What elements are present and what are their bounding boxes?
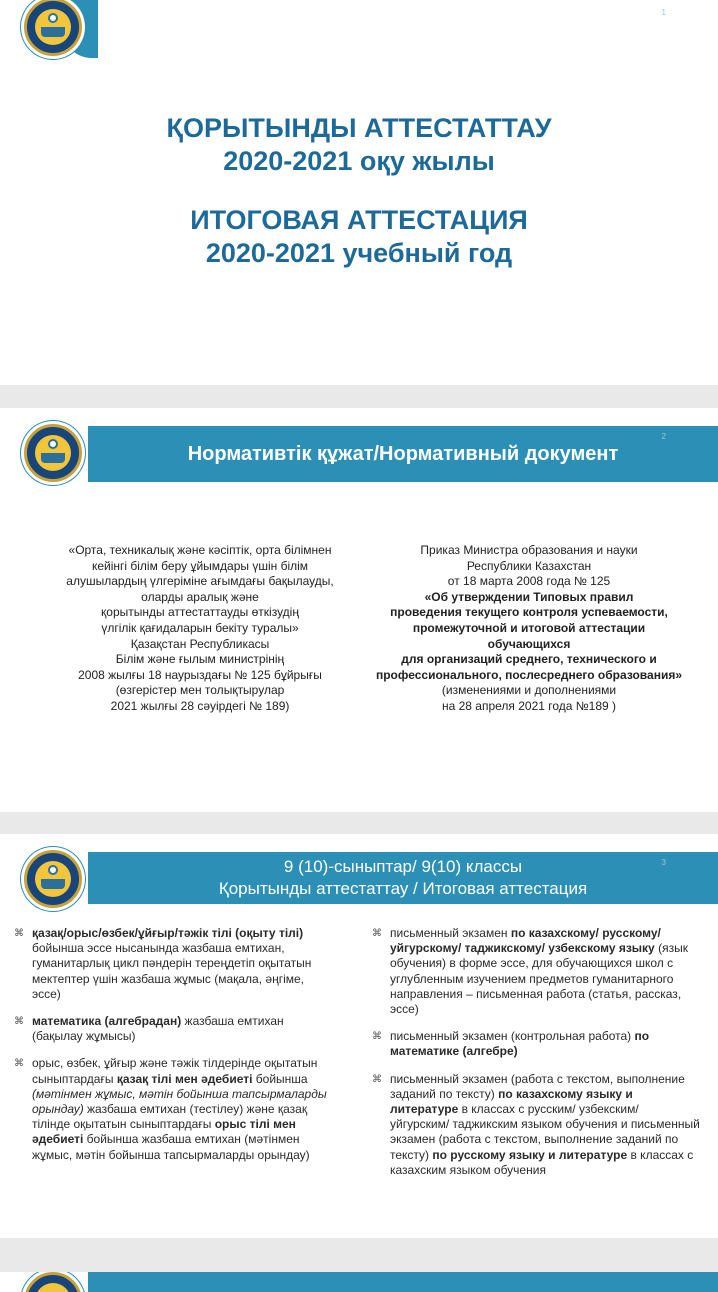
bullet-icon: ⌘ [14, 1058, 24, 1070]
document-line: үлгілік қағидаларын бекіту туралы» [101, 620, 299, 635]
slide-header-line1: 9 (10)-сыныптар/ 9(10) классы [283, 857, 523, 876]
list-item: ⌘ письменный экзамен (контрольная работа) по математике (алгебре) [372, 1029, 650, 1059]
slide-4 [0, 1272, 718, 1292]
slide-header: Нормативтік құжат/Нормативный документ [187, 442, 619, 465]
bullet-icon: ⌘ [14, 928, 24, 939]
year-kz: 2020-2021 оқу жылы [223, 146, 495, 176]
document-line: «Орта, техникалық және кәсіптік, орта білімнен [68, 543, 332, 557]
document-line: оларды аралық және [141, 589, 259, 604]
document-text-ru [370, 543, 688, 715]
document-line: промежуточной и итоговой аттестации обучающихся [412, 620, 646, 651]
document-line: на 28 апреля 2021 года №189 ) [441, 698, 617, 713]
list-item: ⌘ письменный экзамен (работа с текстом, выполнение заданий по тексту) по казахскому языку и литературе в классах с русским/ узбекским/ уйгурским/ таджикским языком обучения и письменный экзамен (работа с текстом, выполнение заданий по тексту) по русскому языку и литературе в классах с казахским языком обучения [372, 1071, 700, 1177]
document-line: Республики Казахстан [466, 558, 592, 573]
document-line: Қазақстан Республикасы [130, 636, 270, 651]
slide-1 [0, 0, 718, 385]
document-line: для организаций среднего, технического и [401, 652, 657, 667]
document-line: от 18 марта 2008 года № 125 [447, 574, 611, 589]
page-number: 1 [661, 8, 666, 17]
bullet-icon: ⌘ [14, 1016, 24, 1028]
slide-2 [0, 408, 718, 812]
bullet-icon: ⌘ [372, 1073, 382, 1085]
document-line: Приказ Министра образования и науки [420, 543, 638, 557]
list-item: ⌘ орыс, өзбек, ұйғыр және тәжік тілдерінде оқытатын сыныптардағы қазақ тілі мен әдебиеті бойынша (мәтінмен жұмыс, мәтін бойынша тапсырмаларды орындау) жазбаша емтихан (тестілеу) және қазақ тілінде оқытатын сыныптардағы орыс тілі мен әдебиеті бойынша жазбаша емтихан (мәтінмен жұмыс, мәтін бойынша тапсырмаларды орындау) [14, 1056, 327, 1162]
header-band [88, 426, 718, 482]
document-line: Білім және ғылым министрінің [115, 652, 285, 667]
document-line: «Об утверждении Типовых правил [424, 589, 634, 604]
header-band [88, 1272, 718, 1292]
list-item: ⌘ письменный экзамен по казахскому/ русскому/ уйгурскому/ таджикскому/ узбекскому языку (язык обучения) в форме эссе, для обучающихся школ с углубленным изучением предметов гуманитарного направления – письменная работа (статья, рассказ, эссе) [372, 926, 688, 1017]
year-ru: 2020-2021 учебный год [205, 238, 513, 268]
bullet-list-ru [370, 926, 700, 1190]
bullet-icon: ⌘ [372, 928, 382, 939]
title-kz: ҚОРЫТЫНДЫ АТТЕСТАТТАУ [166, 113, 552, 143]
document-line: (өзгерістер мен толықтырулар [115, 683, 285, 698]
slide-header-line2: Қорытынды аттестаттау / Итоговая аттестация [218, 879, 588, 898]
document-text-kz [40, 543, 360, 715]
page-number: 3 [661, 858, 666, 867]
header-band [88, 852, 718, 904]
slide-title [0, 112, 718, 270]
bullet-list-kz [12, 926, 330, 1175]
document-line: кейінгі білім беру ұйымдары үшін білім [91, 558, 309, 573]
document-line: алушылардың үлгеріміне ағымдағы бақылауды, [66, 574, 334, 589]
ministry-logo-icon [24, 1272, 82, 1292]
document-line: қорытынды аттестаттауды өткізудің [101, 605, 299, 620]
title-ru: ИТОГОВАЯ АТТЕСТАЦИЯ [190, 205, 528, 235]
document-line: (изменениями и дополнениями [441, 683, 617, 698]
page-number: 2 [661, 432, 666, 441]
ministry-logo-icon [24, 424, 82, 482]
slide-3 [0, 834, 718, 1238]
document-line: 2021 жылғы 28 сәуірдегі № 189) [110, 698, 290, 713]
document-line: проведения текущего контроля успеваемости, [390, 605, 668, 620]
document-line: профессионального, послесреднего образования» [375, 667, 683, 682]
ministry-logo-icon [24, 850, 82, 908]
list-item: ⌘ математика (алгебрадан) жазбаша емтихан (бақылау жұмысы) [14, 1014, 284, 1044]
ministry-logo-icon [24, 0, 82, 56]
document-line: 2008 жылғы 18 наурыздағы № 125 бұйрығы [78, 667, 322, 682]
list-item: ⌘ қазақ/орыс/өзбек/ұйғыр/тәжік тілі (оқыту тілі) бойынша эссе нысанында жазбаша емтихан, гуманитарлық цикл пәндерін тереңдетіп оқытатын мектептер үшін жазбаша жұмыс (мақала, әңгіме, эссе) [14, 926, 312, 1001]
bullet-icon: ⌘ [372, 1031, 382, 1043]
